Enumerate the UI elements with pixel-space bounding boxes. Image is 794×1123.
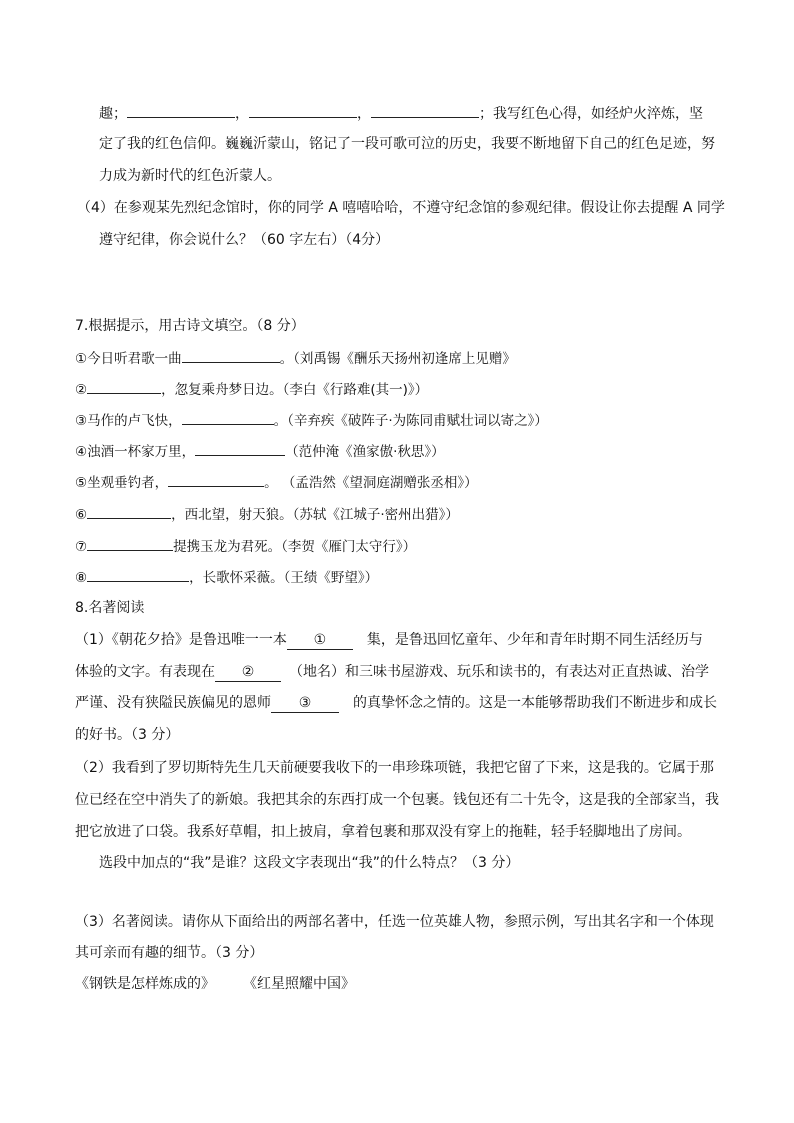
question-4-line: （4）在参观某先烈纪念馆时，你的同学 A 嘻嘻哈哈，不遵守纪念馆的参观纪律。假设让你去提醒 A 同学: [77, 200, 725, 216]
answer-blank[interactable]: [182, 347, 280, 363]
answer-blank[interactable]: [87, 535, 173, 551]
item-text: ①今日听君歌一曲: [75, 351, 182, 367]
answer-blank[interactable]: [249, 102, 357, 118]
poem-fill-item: [75, 347, 516, 369]
item-source: ，忽复乘舟梦日边。（李白《行路难(其一)》）: [161, 382, 429, 398]
q8-part1-line: [75, 662, 709, 682]
item-text: ③马作的卢飞快，: [75, 413, 182, 429]
paragraph-line: 定了我的红色信仰。巍巍沂蒙山，铭记了一段可歌可泣的历史，我要不断地留下自己的红色足迹，努: [99, 136, 715, 152]
fill-line-continuation: [99, 102, 703, 124]
answer-blank-2[interactable]: ②: [215, 663, 281, 682]
item-text: ⑥: [75, 507, 88, 523]
answer-blank[interactable]: [87, 566, 189, 582]
book-title: 《钢铁是怎样炼成的》: [75, 976, 215, 992]
question-4-line: 遵守纪律，你会说什么？（60 字左右）（4分）: [99, 232, 390, 248]
answer-blank[interactable]: [127, 102, 235, 118]
poem-fill-item: [75, 378, 428, 400]
text: （地名）和三味书屋游戏、玩乐和读书的，有表达对正直热诚、治学: [289, 664, 709, 680]
poem-fill-item: [75, 471, 478, 493]
text: ，: [357, 106, 371, 122]
item-text: ⑤坐观垂钓者，: [75, 475, 169, 491]
answer-blank[interactable]: [195, 440, 285, 456]
item-source: ，西北望，射天狼。（苏轼《江城子·密州出猎》）: [171, 507, 459, 523]
item-source: ，长歌怀采薇。（王绩《野望》）: [189, 570, 379, 586]
q8-part2-question: 选段中加点的“我”是谁？这段文字表现出“我”的什么特点？（3 分）: [99, 855, 520, 871]
poem-fill-item: [75, 409, 548, 431]
item-source: 提携玉龙为君死。（李贺《雁门太守行》）: [173, 539, 417, 555]
text: 体验的文字。有表现在: [75, 664, 215, 680]
text: ，: [235, 106, 249, 122]
text: 严谨、没有狭隘民族偏见的恩师: [75, 695, 271, 711]
text: ；我写红色心得，如经炉火淬炼，坚: [479, 106, 703, 122]
answer-blank[interactable]: [371, 102, 479, 118]
item-text: ⑧: [75, 570, 88, 586]
item-text: ②: [75, 382, 88, 398]
question-8-heading: 8.名著阅读: [75, 600, 145, 616]
answer-blank[interactable]: [168, 471, 264, 487]
q8-part2-line: 把它放进了口袋。我系好草帽，扣上披肩，拿着包裹和那双没有穿上的拖鞋，轻手轻脚地出了房间。: [75, 824, 691, 840]
question-7-heading: 7.根据提示，用古诗文填空。（8 分）: [75, 318, 305, 334]
poem-fill-item: [75, 440, 445, 462]
q8-part3-line: 其可亲而有趣的细节。（3 分）: [75, 945, 264, 961]
q8-part1-line: 的好书。（3 分）: [75, 727, 180, 743]
item-source: 。 （孟浩然《望洞庭湖赠张丞相》）: [264, 475, 478, 491]
book-title: 《红星照耀中国》: [243, 976, 355, 992]
book-titles: [75, 974, 355, 994]
q8-part2-line: 位已经在空中消失了的新娘。我把其余的东西打成一个包裹。钱包还有二十先令，这是我的全部家当，我: [75, 792, 719, 808]
item-source: 。（刘禹锡《酬乐天扬州初逢席上见赠》: [279, 351, 516, 367]
answer-blank-3[interactable]: ③: [271, 694, 339, 713]
item-text: ④浊酒一杯家万里，: [75, 444, 196, 460]
text: 趣；: [99, 106, 127, 122]
answer-blank[interactable]: [87, 503, 171, 519]
q8-part1-line: [75, 630, 703, 650]
item-source: 。（辛弃疾《破阵子·为陈同甫赋壮词以寄之》）: [273, 413, 548, 429]
q8-part3-line: （3）名著阅读。请你从下面给出的两部名著中，任选一位英雄人物，参照示例，写出其名字和一个体现: [75, 914, 714, 930]
text: 的真挚怀念之情的。这是一本能够帮助我们不断进步和成长: [353, 695, 717, 711]
item-source: （范仲淹《渔家傲·秋思》）: [285, 444, 445, 460]
poem-fill-item: [75, 503, 459, 525]
paragraph-line: 力成为新时代的红色沂蒙人。: [99, 168, 281, 184]
q8-part2-line: （2）我看到了罗切斯特先生几天前硬要我收下的一串珍珠项链，我把它留了下来，这是我的。它属于那: [75, 760, 714, 776]
q8-part1-line: [75, 693, 717, 713]
answer-blank-1[interactable]: ①: [287, 631, 353, 650]
text: （1）《朝花夕拾》是鲁迅唯一一本: [75, 632, 287, 648]
poem-fill-item: [75, 566, 378, 588]
text: 集，是鲁迅回忆童年、少年和青年时期不同生活经历与: [366, 632, 703, 648]
poem-fill-item: [75, 535, 416, 557]
answer-blank[interactable]: [182, 409, 274, 425]
item-text: ⑦: [75, 539, 88, 555]
answer-blank[interactable]: [87, 378, 161, 394]
